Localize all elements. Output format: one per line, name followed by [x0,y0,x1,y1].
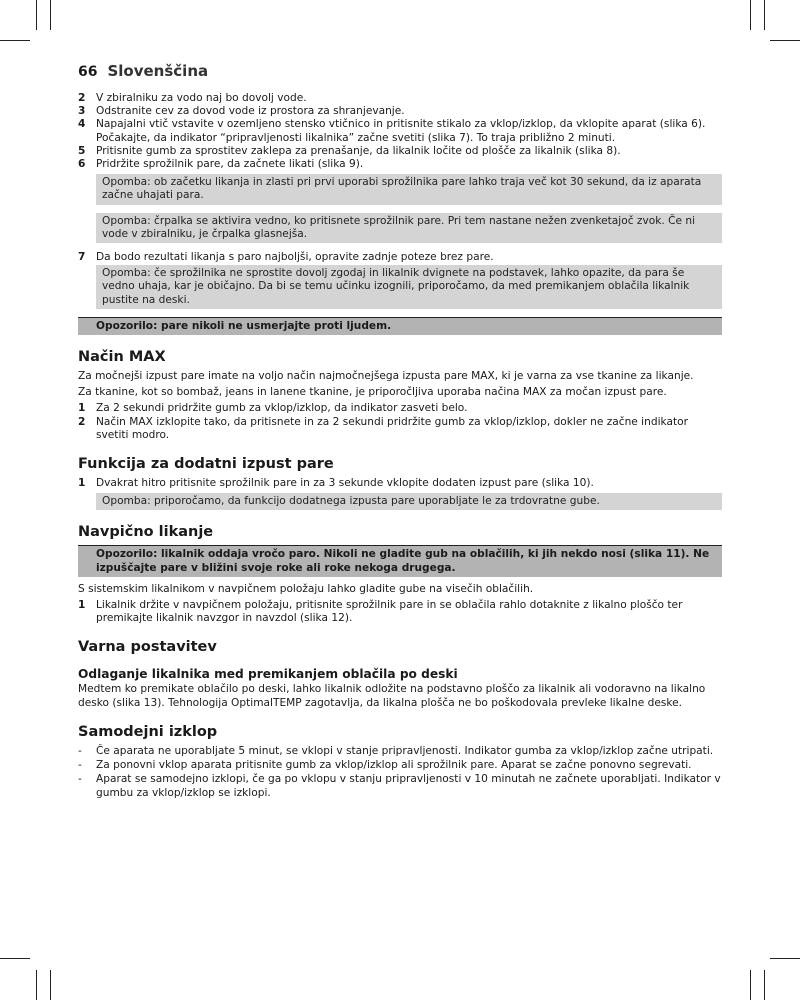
paragraph: Za močnejši izpust pare imate na voljo način najmočnejšega izpusta pare MAX, ki je varna za vse tkanine za likanje. [78,370,694,383]
crop-mark [770,40,800,41]
section-heading: Navpično likanje [78,524,214,541]
page-number: 66 [78,64,98,80]
list-item: 3 Odstranite cev za dovod vode iz prostora za shranjevanje. [78,105,405,118]
sub-heading: Odlaganje likalnika med premikanjem oblačila po deski [78,667,458,682]
crop-mark [750,0,751,30]
crop-mark [770,958,800,959]
document-page [78,62,722,801]
section-heading: Funkcija za dodatni izpust pare [78,456,334,473]
list-item: - Za ponovni vklop aparata pritisnite gumb za vklop/izklop ali sprožilnik pare. Aparat se začne ponovno segrevati. [78,759,692,772]
list-item: 1 Likalnik držite v navpičnem položaju, pritisnite sprožilnik pare in se oblačila rahlo dotaknite z likalno ploščo ter premikajte likalnik navzgor in navzdol (slika 12). [78,599,683,625]
list-item: 1 Dvakrat hitro pritisnite sprožilnik pare in za 3 sekunde vklopite dodaten izpust pare (slika 10). [78,477,594,490]
note-box: Opomba: priporočamo, da funkcijo dodatnega izpusta pare uporabljate le za trdovratne gube. [96,493,722,510]
section-heading: Samodejni izklop [78,723,218,740]
crop-mark [764,0,765,30]
paragraph: Medtem ko premikate oblačilo po deski, lahko likalnik odložite na podstavno ploščo za likalnik ali vodoravno na likalno desko (slika 13). Tehnologija OptimalTEMP zagotavlja, da likalna plošča ne bo poškodovala prevleke likalne deske. [78,683,706,709]
list-item: 2 V zbiralniku za vodo naj bo dovolj vode. [78,92,307,104]
crop-mark [36,0,37,30]
paragraph: S sistemskim likalnikom v navpičnem položaju lahko gladite gube na visečih oblačilih. [78,582,534,595]
section-heading: Varna postavitev [78,639,217,656]
list-item: 6 Pridržite sprožilnik pare, da začnete likati (slika 9). [78,158,364,171]
list-item: 2 Način MAX izklopite tako, da pritisnete in za 2 sekundi pridržite gumb za vklop/izklop, dokler ne začne indikator svetiti modro. [78,415,688,441]
list-item: - Če aparata ne uporabljate 5 minut, se vklopi v stanje pripravljenosti. Indikator gumba za vklop/izklop začne utripati. [78,744,714,757]
note-box: Opomba: črpalka se aktivira vedno, ko pritisnete sprožilnik pare. Pri tem nastane nežen zvenketajoč zvok. Če ni vode v zbiralniku, je črpalka glasnejša. [96,213,722,243]
crop-mark [764,970,765,1000]
list-item: - Aparat se samodejno izklopi, če ga po vklopu v stanju pripravljenosti v 10 minutah ne začnete uporabljati. Indikator v gumbu za vklop/izklop se izklopi. [78,773,721,799]
note-box: Opomba: ob začetku likanja in zlasti pri prvi uporabi sprožilnika pare lahko traja več kot 30 sekund, da iz aparata začne uhajati para. [96,174,722,204]
crop-mark [0,958,30,959]
page-header [78,62,722,80]
steps-list [78,92,722,171]
warning-box: Opozorilo: likalnik oddaja vročo paro. Nikoli ne gladite gub na oblačilih, ki jih nekdo nosi (slika 11). Ne izpuščajte pare v bližini svoje roke ali roke nekoga drugega. [78,545,722,576]
crop-mark [750,970,751,1000]
crop-mark [0,40,30,41]
list-item: 7 Da bodo rezultati likanja s paro najboljši, opravite zadnje poteze brez pare. [78,251,494,264]
paragraph: Za tkanine, kot so bombaž, jeans in lanene tkanine, je priporočljiva uporaba načina MAX za močan izpust pare. [78,386,667,399]
warning-box: Opozorilo: pare nikoli ne usmerjajte proti ljudem. [78,317,722,335]
list-item: 5 Pritisnite gumb za sprostitev zaklepa za prenašanje, da likalnik ločite od plošče za likalnik (slika 8). [78,144,621,157]
page-language-title: Slovenščina [107,62,209,80]
section-heading: Način MAX [78,349,166,366]
crop-mark [50,970,51,1000]
note-box: Opomba: če sprožilnika ne sprostite dovolj zgodaj in likalnik dvignete na podstavek, lahko opazite, da para še vedno uhaja, kar je običajno. Da bi se temu učinku izognili, priporočamo, da med premikanjem oblačila likalnik pustite na deski. [96,265,722,309]
crop-mark [50,0,51,30]
list-item: 4 Napajalni vtič vstavite v ozemljeno stensko vtičnico in pritisnite stikalo za vklop/izklop, da vklopite aparat (slika 6). Počakajte, da indikator “pripravljenosti likalnika” začne svetiti (slika 7). To traja približno 2 minuti. [78,118,706,144]
crop-mark [36,970,37,1000]
list-item: 1 Za 2 sekundi pridržite gumb za vklop/izklop, da indikator zasveti belo. [78,402,468,415]
